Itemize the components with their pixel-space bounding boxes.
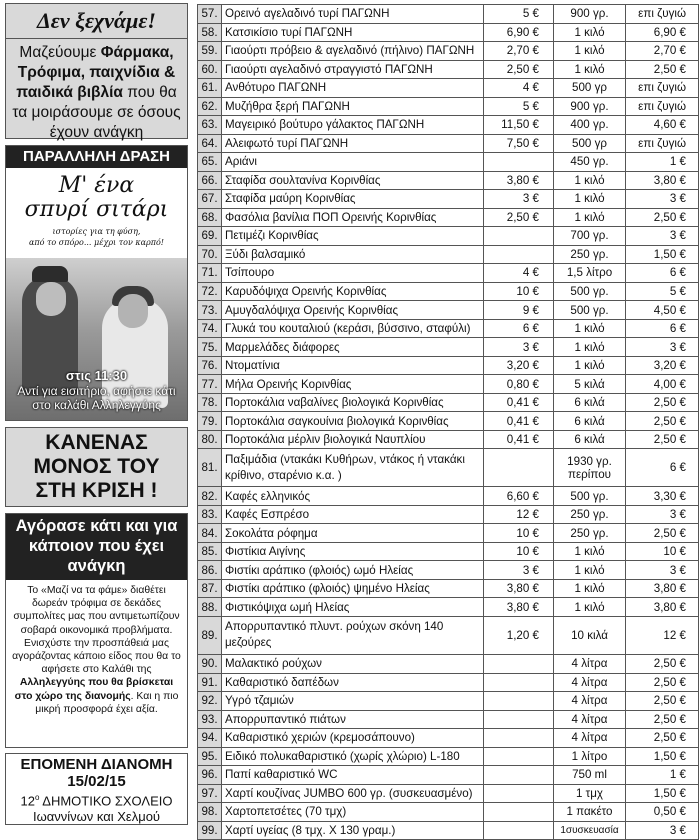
item-number: 77. [198,375,222,394]
item-number: 73. [198,301,222,320]
table-row [198,5,699,24]
item-total-value: 2,50 € [626,673,699,692]
item-description: Σταφίδα σουλτανίνα Κορινθίας [222,171,484,190]
item-total-value: 6 € [626,319,699,338]
item-description: Φασόλια βανίλια ΠΟΠ Ορεινής Κορινθίας [222,208,484,227]
item-number: 96. [198,766,222,785]
item-total-value: 3,80 € [626,171,699,190]
item-description: Καθαριστικό δαπέδων [222,673,484,692]
item-quantity: 500 γρ. [554,301,626,320]
table-row [198,97,699,116]
item-quantity: 1 τμχ [554,784,626,803]
item-price-per-unit: 3,80 € [484,598,554,617]
item-number: 74. [198,319,222,338]
table-row [198,430,699,449]
products-table [197,4,699,840]
item-description: Ορεινό αγελαδινό τυρί ΠΑΓΩΝΗ [222,5,484,24]
table-row [198,356,699,375]
item-number: 81. [198,449,222,487]
item-quantity: 6 κιλά [554,393,626,412]
item-number: 83. [198,505,222,524]
table-row [198,598,699,617]
item-description: Υγρό τζαμιών [222,692,484,711]
item-description: Φιστικόψιχα ωμή Ηλείας [222,598,484,617]
solidarity-text-a: Το «Μαζί να τα φάμε» διαθέτει δωρεάν τρόφιμα σε δεκάδες συμπολίτες μας που αντιμετωπίζουν σοβαρά οικονομικά προβλήματα. Ενισχύστε την προσπάθειά μας αγοράζοντας κάποιο είδος που θα το αφήσετε στο Καλάθι της [12,585,181,676]
item-total-value: 1,50 € [626,747,699,766]
item-description: Μυζήθρα ξερή ΠΑΓΩΝΗ [222,97,484,116]
item-quantity: 250 γρ. [554,245,626,264]
item-total-value: 2,50 € [626,729,699,748]
item-quantity: 1 κιλό [554,190,626,209]
table-row [198,692,699,711]
solidarity-text-b: . Και η πιο μικρή προσφορά έχει αξία. [35,690,179,715]
item-quantity: 5 κιλά [554,375,626,394]
item-total-value: 1 € [626,766,699,785]
divider [6,38,187,39]
item-description: Τσίπουρο [222,264,484,283]
item-description: Μήλα Ορεινής Κορινθίας [222,375,484,394]
item-total-value: 2,50 € [626,710,699,729]
item-total-value: 2,50 € [626,430,699,449]
item-description: Καφές Εσπρέσο [222,505,484,524]
next-distribution-school [6,790,187,809]
table-row [198,319,699,338]
event-tagline-2: από το σπόρο... μέχρι τον καρπό! [28,238,165,247]
item-total-value: 4,60 € [626,116,699,135]
item-total-value: 2,50 € [626,393,699,412]
item-description: Φιστίκι αράπικο (φλοιός) ωμό Ηλείας [222,561,484,580]
item-description: Ντοματίνια [222,356,484,375]
next-distribution-title: ΕΠΟΜΕΝΗ ΔΙΑΝΟΜΗ [20,756,173,773]
item-total-value: 3,30 € [626,487,699,506]
item-quantity: 400 γρ. [554,116,626,135]
table-row [198,42,699,61]
item-total-value: 1 € [626,153,699,172]
item-price-per-unit: 4 € [484,79,554,98]
item-quantity: 1συσκευασία [554,821,626,840]
item-price-per-unit: 10 € [484,542,554,561]
next-distribution-address: Ιωαννίνων και Χελμού [32,809,161,825]
table-row [198,338,699,357]
item-price-per-unit: 6 € [484,319,554,338]
item-total-value: 6,90 € [626,23,699,42]
item-total-value: 3 € [626,821,699,840]
item-number: 80. [198,430,222,449]
sidebar [0,0,192,827]
table-row [198,153,699,172]
item-price-per-unit: 5 € [484,97,554,116]
item-number: 84. [198,524,222,543]
item-description: Πορτοκάλια σαγκουίνια βιολογικά Κορινθίας [222,412,484,431]
table-row [198,616,699,654]
donation-items: Φάρμακα, Τρόφιμα, παιχνίδια & παιδικά βιβλία [16,44,176,101]
item-number: 82. [198,487,222,506]
item-price-per-unit [484,710,554,729]
item-quantity: 750 ml [554,766,626,785]
item-total-value: επι ζυγιώ [626,5,699,24]
item-quantity: 1,5 λίτρο [554,264,626,283]
table-row [198,449,699,487]
item-price-per-unit: 0,41 € [484,412,554,431]
item-number: 64. [198,134,222,153]
item-quantity: 1 κιλό [554,23,626,42]
table-row [198,579,699,598]
table-row [198,747,699,766]
item-price-per-unit: 7,50 € [484,134,554,153]
item-number: 61. [198,79,222,98]
table-row [198,821,699,840]
item-price-per-unit [484,153,554,172]
item-price-per-unit: 11,50 € [484,116,554,135]
item-number: 99. [198,821,222,840]
item-total-value: 4,50 € [626,301,699,320]
table-row [198,375,699,394]
donation-text-pre: Μαζεύουμε [19,44,101,61]
item-price-per-unit: 12 € [484,505,554,524]
event-tagline-1: ιστορίες για τη φύση, [52,227,141,236]
item-number: 87. [198,579,222,598]
item-total-value: 2,50 € [626,412,699,431]
item-total-value: επι ζυγιώ [626,97,699,116]
table-row [198,264,699,283]
item-price-per-unit: 0,41 € [484,430,554,449]
item-quantity: 450 γρ. [554,153,626,172]
slogan-line3: ΣΤΗ ΚΡΙΣΗ ! [35,479,158,502]
item-description: Φιστίκια Αιγίνης [222,542,484,561]
table-row [198,524,699,543]
item-description: Γιαούρτι πρόβειο & αγελαδινό (πήλινο) ΠΑΓΩΝΗ [222,42,484,61]
item-price-per-unit: 3,80 € [484,579,554,598]
item-description: Πετιμέζι Κορινθίας [222,227,484,246]
table-row [198,190,699,209]
item-price-per-unit [484,729,554,748]
item-quantity: 4 λίτρα [554,729,626,748]
item-quantity: 4 λίτρα [554,673,626,692]
item-price-per-unit [484,227,554,246]
item-total-value: 10 € [626,542,699,561]
next-distribution-date: 15/02/15 [67,773,126,790]
solidarity-text [6,580,187,716]
item-price-per-unit: 9 € [484,301,554,320]
item-number: 72. [198,282,222,301]
item-price-per-unit [484,449,554,487]
item-number: 93. [198,710,222,729]
item-description: Φιστίκι αράπικο (φλοιός) ψημένο Ηλείας [222,579,484,598]
item-number: 67. [198,190,222,209]
item-quantity: 1 κιλό [554,208,626,227]
item-description: Ξύδι βαλσαμικό [222,245,484,264]
event-tagline [6,226,187,248]
event-caption-1: Αντί για εισιτήριο, αφήστε κάτι [17,384,176,398]
item-description: Πορτοκάλια μέρλιν βιολογικά Ναυπλίου [222,430,484,449]
event-logo-line1: Μ' ένα [58,173,135,198]
item-number: 89. [198,616,222,654]
item-price-per-unit: 4 € [484,264,554,283]
item-quantity: 10 κιλά [554,616,626,654]
item-price-per-unit [484,245,554,264]
item-quantity: 1 κιλό [554,171,626,190]
item-total-value: επι ζυγιώ [626,134,699,153]
item-quantity: 700 γρ. [554,227,626,246]
table-row [198,710,699,729]
item-description: Απορρυπαντικό πλυντ. ρούχων σκόνη 140 μεζούρες [222,616,484,654]
item-total-value: 3 € [626,190,699,209]
item-description: Αμυγδαλόψιχα Ορεινής Κορινθίας [222,301,484,320]
item-total-value: 2,50 € [626,692,699,711]
item-number: 98. [198,803,222,822]
item-quantity: 500 γρ. [554,487,626,506]
item-total-value: 5 € [626,282,699,301]
item-price-per-unit [484,654,554,673]
item-total-value: 3 € [626,338,699,357]
item-number: 58. [198,23,222,42]
item-quantity: 900 γρ. [554,97,626,116]
table-row [198,393,699,412]
event-caption [6,384,187,412]
item-quantity: 1 κιλό [554,356,626,375]
slogan-line2: ΜΟΝΟΣ ΤΟΥ [33,455,160,478]
table-row [198,282,699,301]
slogan-box [5,427,188,507]
item-price-per-unit [484,821,554,840]
item-quantity: 250 γρ. [554,524,626,543]
item-price-per-unit: 2,50 € [484,60,554,79]
table-row [198,171,699,190]
item-number: 90. [198,654,222,673]
item-price-per-unit [484,692,554,711]
table-row [198,23,699,42]
products-table-body [198,5,699,840]
item-quantity: 1 κιλό [554,561,626,580]
parallel-action-box [5,145,188,421]
item-quantity: 4 λίτρα [554,710,626,729]
item-quantity: 1 κιλό [554,579,626,598]
item-number: 71. [198,264,222,283]
item-total-value: 3,80 € [626,579,699,598]
item-number: 79. [198,412,222,431]
item-description: Σοκολάτα ρόφημα [222,524,484,543]
item-description: Παξιμάδια (ντακάκι Κυθήρων, ντάκος ή ντακάκι κρίθινο, σταρένιο κ.α. ) [222,449,484,487]
item-quantity: 1 κιλό [554,598,626,617]
donation-text-post: που θα τα μοιράσουμε σε όσους έχουν ανάγκη [12,84,181,141]
item-quantity: 1 κιλό [554,42,626,61]
donation-text [6,43,187,143]
table-row [198,803,699,822]
event-caption-2: στο καλάθι Αλληλεγγύης [32,398,161,412]
event-time: στις 11:30 [65,368,128,383]
item-number: 78. [198,393,222,412]
item-price-per-unit: 2,70 € [484,42,554,61]
item-price-per-unit: 2,50 € [484,208,554,227]
item-number: 85. [198,542,222,561]
item-number: 66. [198,171,222,190]
item-quantity: 4 λίτρα [554,692,626,711]
table-row [198,784,699,803]
donation-title: Δεν ξεχνάμε! [37,8,156,33]
item-description: Αριάνι [222,153,484,172]
item-number: 62. [198,97,222,116]
item-description: Απορρυπαντικό πιάτων [222,710,484,729]
school-number: 12 [20,793,35,809]
item-number: 59. [198,42,222,61]
item-number: 75. [198,338,222,357]
solidarity-box [5,513,188,748]
item-number: 63. [198,116,222,135]
item-number: 92. [198,692,222,711]
item-description: Μαλακτικό ρούχων [222,654,484,673]
item-quantity: 1 κιλό [554,338,626,357]
item-number: 88. [198,598,222,617]
item-quantity: 6 κιλά [554,412,626,431]
item-price-per-unit: 3 € [484,338,554,357]
item-price-per-unit: 5 € [484,5,554,24]
solidarity-title: Αγόρασε κάτι και για κάποιον που έχει ανάγκη [6,514,187,580]
item-description: Γιαούρτι αγελαδινό στραγγιστό ΠΑΓΩΝΗ [222,60,484,79]
item-price-per-unit [484,784,554,803]
table-row [198,301,699,320]
item-number: 86. [198,561,222,580]
item-quantity: 1 κιλό [554,542,626,561]
donation-box [5,3,188,139]
item-number: 70. [198,245,222,264]
item-total-value: 3 € [626,561,699,580]
item-price-per-unit [484,673,554,692]
table-row [198,766,699,785]
table-row [198,245,699,264]
item-number: 97. [198,784,222,803]
item-price-per-unit: 0,80 € [484,375,554,394]
item-number: 60. [198,60,222,79]
item-total-value: 2,50 € [626,60,699,79]
item-quantity: 500 γρ. [554,282,626,301]
item-price-per-unit: 3 € [484,190,554,209]
item-number: 91. [198,673,222,692]
parallel-action-title: ΠΑΡΑΛΛΗΛΗ ΔΡΑΣΗ [6,146,187,168]
item-number: 57. [198,5,222,24]
item-total-value: 4,00 € [626,375,699,394]
item-number: 69. [198,227,222,246]
table-row [198,412,699,431]
item-number: 68. [198,208,222,227]
item-total-value: 2,70 € [626,42,699,61]
item-number: 76. [198,356,222,375]
table-row [198,208,699,227]
item-description: Μαρμελάδες διάφορες [222,338,484,357]
item-total-value: 1,50 € [626,784,699,803]
item-quantity: 1930 γρ. περίπου [554,449,626,487]
item-description: Σταφίδα μαύρη Κορινθίας [222,190,484,209]
slogan-line1: ΚΑΝΕΝΑΣ [45,431,148,454]
table-row [198,134,699,153]
table-row [198,116,699,135]
item-total-value: 3,20 € [626,356,699,375]
item-price-per-unit: 3 € [484,561,554,580]
item-quantity: 1 πακέτο [554,803,626,822]
item-total-value: 1,50 € [626,245,699,264]
item-price-per-unit [484,766,554,785]
item-price-per-unit: 10 € [484,282,554,301]
item-price-per-unit: 0,41 € [484,393,554,412]
item-price-per-unit: 6,60 € [484,487,554,506]
item-description: Χαρτί υγείας (8 τμχ. Χ 130 γραμ.) [222,821,484,840]
item-quantity: 1 κιλό [554,60,626,79]
item-quantity: 500 γρ [554,134,626,153]
item-total-value: 6 € [626,449,699,487]
item-total-value: 2,50 € [626,654,699,673]
item-description: Χαρτοπετσέτες (70 τμχ) [222,803,484,822]
item-description: Ειδικό πολυκαθαριστικό (χωρίς χλώριο) L-180 [222,747,484,766]
school-ordinal: ο [34,793,40,802]
item-total-value: 3,80 € [626,598,699,617]
item-quantity: 1 κιλό [554,319,626,338]
item-quantity: 4 λίτρα [554,654,626,673]
school-name: ΔΗΜΟΤΙΚΟ ΣΧΟΛΕΙΟ [39,793,173,809]
item-price-per-unit: 3,80 € [484,171,554,190]
item-description: Καφές ελληνικός [222,487,484,506]
table-row [198,487,699,506]
item-quantity: 500 γρ [554,79,626,98]
event-logo [6,174,187,222]
table-row [198,654,699,673]
item-total-value: 0,50 € [626,803,699,822]
item-description: Χαρτί κουζίνας JUMBO 600 γρ. (συσκευασμένο) [222,784,484,803]
item-price-per-unit: 1,20 € [484,616,554,654]
item-total-value: 2,50 € [626,524,699,543]
item-description: Μαγειρικό βούτυρο γάλακτος ΠΑΓΩΝΗ [222,116,484,135]
item-price-per-unit [484,803,554,822]
item-total-value: 12 € [626,616,699,654]
item-description: Αλειφωτό τυρί ΠΑΓΩΝΗ [222,134,484,153]
table-row [198,542,699,561]
item-description: Κατσικίσιο τυρί ΠΑΓΩΝΗ [222,23,484,42]
item-total-value: 3 € [626,505,699,524]
table-row [198,729,699,748]
table-row [198,60,699,79]
item-description: Πορτοκάλια ναβαλίνες βιολογικά Κορινθίας [222,393,484,412]
item-total-value: 2,50 € [626,208,699,227]
next-distribution-box [5,753,188,825]
item-quantity: 6 κιλά [554,430,626,449]
item-price-per-unit: 3,20 € [484,356,554,375]
item-price-per-unit: 6,90 € [484,23,554,42]
item-description: Ανθότυρο ΠΑΓΩΝΗ [222,79,484,98]
table-row [198,673,699,692]
table-row [198,79,699,98]
solidarity-text-bold: Αλληλεγγύης που θα βρίσκεται στο χώρο της διανομής [14,677,174,702]
item-number: 94. [198,729,222,748]
item-quantity: 1 λίτρο [554,747,626,766]
item-description: Παπί καθαριστικό WC [222,766,484,785]
item-quantity: 900 γρ. [554,5,626,24]
item-description: Καρυδόψιχα Ορεινής Κορινθίας [222,282,484,301]
item-number: 95. [198,747,222,766]
item-number: 65. [198,153,222,172]
item-total-value: 6 € [626,264,699,283]
table-row [198,561,699,580]
item-description: Καθαριστικό χεριών (κρεμοσάπουνο) [222,729,484,748]
item-price-per-unit: 10 € [484,524,554,543]
table-row [198,505,699,524]
item-total-value: 3 € [626,227,699,246]
item-description: Γλυκά του κουταλιού (κεράσι, βύσσινο, σταφύλι) [222,319,484,338]
item-price-per-unit [484,747,554,766]
item-total-value: επι ζυγιώ [626,79,699,98]
event-logo-line2: σπυρί σιτάρι [24,197,169,222]
item-quantity: 250 γρ. [554,505,626,524]
table-row [198,227,699,246]
